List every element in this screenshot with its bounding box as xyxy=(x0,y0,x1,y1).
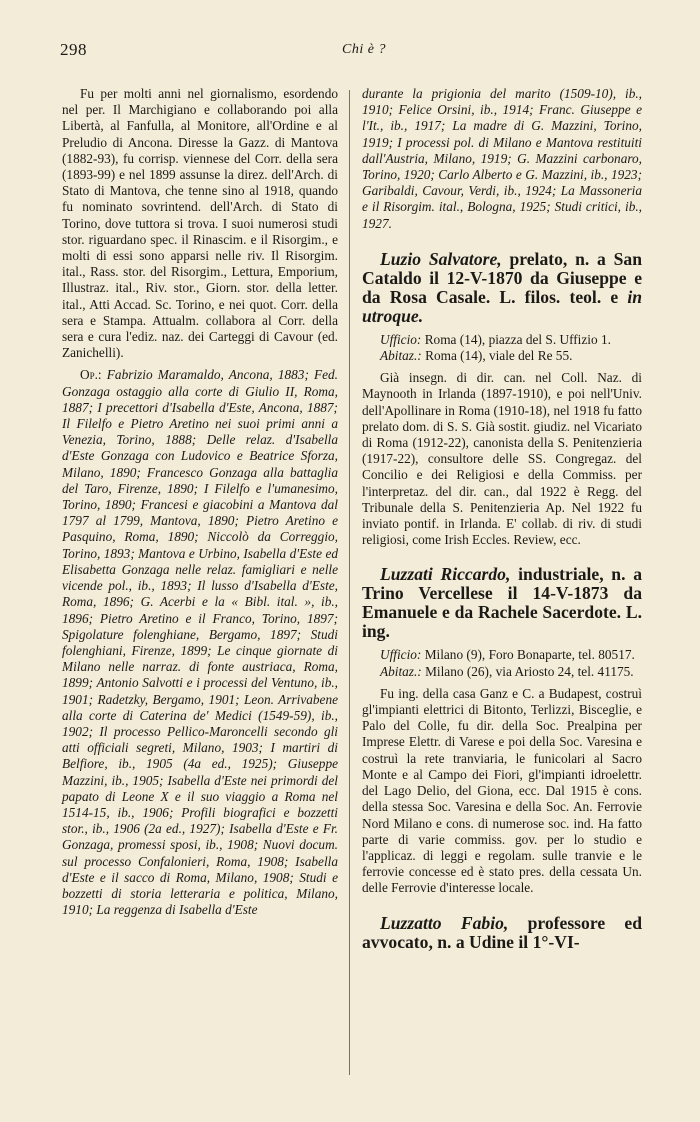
entry-addresses xyxy=(362,647,642,679)
left-column xyxy=(62,86,338,918)
entry-heading-rest: industriale, n. a Trino Vercellese il 14-V-1873 da Emanuele e da Rachele Sacerdote. L. ing. xyxy=(362,564,642,642)
home-line xyxy=(362,348,642,364)
entry-heading-rest: prelato, n. a San Cataldo il 12-V-1870 da Giuseppe e da Rosa Casale. L. filos. teol. e xyxy=(362,248,642,307)
office-text: Roma (14), piazza del S. Uffizio 1. xyxy=(424,331,611,347)
office-text: Milano (9), Foro Bonaparte, tel. 80517. xyxy=(424,647,635,663)
office-label: Ufficio: xyxy=(380,331,422,347)
office-line xyxy=(362,647,642,663)
bio-paragraph: Fu per molti anni nel giornalismo, esordendo nel per. Il Marchigiano e collaborando poi alla Libertà, al Fanfulla, al Monitore, all'Ordine e al Preludio di Ancona. Diresse la Gazz. di Mantova (1882-93), fu corrisp. viennese del Corr. della sera (1893-99) e nel 1899 assunse la direz. dell'Arch. di Stato di Mantova, che tenne sino al 1918, quando fu nominato sovrintend. dell'Arch. di Stato di Torino, dove tuttora si trova. I suoi numerosi studi stor. riguardano spec. il Rinascim. e il Risorgim., e molti di essi sono apparsi nelle riv. Il Risorgim. ital., Rass. stor. del Risorgim., Lettura, Emporium, Illustraz. ital., Riv. stor., Giorn. stor. della letter. ital., Atti Accad. Sc. Torino, e nei quot. Corr. della sera e Stampa. Attualm. collabora al Corr. della sera e cura l'ediz. naz. dei Carteggi di Cavour (ed. Zanichelli). xyxy=(62,86,338,361)
home-label: Abitaz.: xyxy=(380,663,422,679)
works-paragraph xyxy=(62,367,338,918)
office-label: Ufficio: xyxy=(380,647,422,663)
entry-luzio xyxy=(362,250,642,549)
entry-body: Già insegn. di dir. can. nel Coll. Naz. di Maynooth in Irlanda (1897-1910), e poi nell'Univ. dell'Apollinare in Roma (1910-18), nel 1918 fu fatto prelato dom. di S. S. Già sostit. giudiz. nel Vicariato di Roma (1912-22), canonista della S. Penitenzieria (1917-22), consultore delle SS. Congregaz. del Concilio e dei Religiosi e della Commiss. per l'interpretaz. del dir. can., dal 1922 è Regg. del Tribunale della S. Penitenzieria Ap. Nel 1922 fu inviato pontif. in Irlanda. E' collab. di riv. di studi religiosi, come Irish Eccles. Review, ecc. xyxy=(362,370,642,548)
entry-body: Fu ing. della casa Ganz e C. a Budapest, costruì gl'impianti elettrici di Bitonto, Terlizzi, Bisceglie, e Palo del Colle, fu dir. della Soc. Prealpina per Imprese Elettr. di Varese e poi della Soc. Varesina e costruì la rete tranviaria, le funicolari al Sacro Monte e al Campo dei Fiori, gl'impianti idroelettr. del Lago Delio, del Giona, ecc. Dal 1915 è cons. della stessa Soc. Varesina e della Soc. An. Ferrovie Nord Milano e cons. di numerose soc. ind. Ha fatto parte di varie commiss. gov. per lo studio e l'applicaz. di leggi e regolam. sulle tranvie e le ferrovie concesse ed è stato pres. della cessata Un. delle Ferrovie d'interesse locale. xyxy=(362,685,642,896)
entry-heading-rest: professore ed avvocato, n. a Udine il 1°-VI- xyxy=(362,912,643,952)
running-title: Chi è ? xyxy=(342,42,386,57)
continuation-text: durante la prigionia del marito (1509-10), ib., 1910; Felice Orsini, ib., 1914; Franc. Giuseppe e l'It., ib., 1917; La madre di G. Mazzini, Torino, 1919; I processi pol. di Milano e Mantova restituiti dall'Austria, Milano, 1919; G. Mazzini carbonaro, Torino, 1920; Carlo Alberto e G. Mazzini, ib., 1923; Garibaldi, Cavour, Verdi, ib., 1924; La Massoneria e il Risorgim. ital., Bologna, 1925; Studi critici, ib., 1927. xyxy=(362,86,642,231)
home-line xyxy=(362,664,642,680)
entry-heading-tail: in utroque. xyxy=(362,286,642,326)
entry-addresses xyxy=(362,332,642,364)
entry-name: Luzzati Riccardo, xyxy=(380,564,511,585)
home-label: Abitaz.: xyxy=(380,348,422,364)
entry-luzzatto xyxy=(362,914,642,952)
entry-luzzati xyxy=(362,565,642,896)
works-label: Op.: xyxy=(80,367,102,383)
entry-heading xyxy=(362,250,642,326)
home-text: Roma (14), viale del Re 55. xyxy=(425,348,573,364)
continuation-paragraph xyxy=(362,86,642,232)
right-column xyxy=(362,86,642,952)
entry-heading xyxy=(362,914,642,952)
column-divider xyxy=(349,90,350,1075)
entry-heading xyxy=(362,565,642,641)
office-line xyxy=(362,332,642,348)
entry-name: Luzio Salvatore, xyxy=(380,248,502,269)
page-number: 298 xyxy=(60,40,87,59)
entry-name: Luzzatto Fabio, xyxy=(380,912,509,933)
page-header xyxy=(60,40,668,64)
home-text: Milano (26), via Ariosto 24, tel. 41175. xyxy=(425,663,634,679)
works-list: Fabrizio Maramaldo, Ancona, 1883; Fed. Gonzaga ostaggio alla corte di Giulio II, Roma, 1887; I precettori d'Isabella d'Este, Ancona, 1887; Il Filelfo e Pietro Aretino nei suoi primi anni a Venezia, Torino, 1888; Delle relaz. d'Isabella d'Este Gonzaga con Ludovico e Beatrice Sforza, Milano, 1890; Francesco Gonzaga alla battaglia del Taro, Firenze, 1890; I Filelfo e l'umanesimo, Torino, 1890; Francesi e giacobini a Mantova dal 1797 al 1799, Mantova, 1890; Pietro Aretino e Pasquino, Roma, 1890; Niccolò da Correggio, Torino, 1893; Mantova e Urbino, Isabella d'Este ed Elisabetta Gonzaga nelle relaz. famigliari e nelle vicende pol., ib., 1893; Il lusso d'Isabella d'Este, Roma, 1896; G. Acerbi e la « Bibl. ital. », ib., 1896; Pietro Aretino e il Franco, Torino, 1897; Spigolature folenghiane, Bergamo, 1897; Studi folenghiani, Firenze, 1899; Le cinque giornate di Milano nelle narraz. di fonte austriaca, Roma, 1899; Antonio Salvotti e i processi del Ventuno, ib., 1901; Radetzky, Bergamo, 1901; Leon. Arrivabene alla corte di Caterina de' Medici (1549-59), ib., 1902; Il processo Pellico-Maroncelli secondo gli atti officiali segreti, Milano, 1903; I martiri di Belfiore, ib., 1905 (4a ed., 1925); Giuseppe Mazzini, ib., 1905; Isabella d'Este nei primordi del papato di Leone X e il suo viaggio a Roma nel 1514-15, ib., 1906; Profili biografici e bozzetti stor., ib., 1906 (2a ed., 1927); Isabella d'Este e Fr. Gonzaga, promessi sposi, ib., 1908; Nuovi docum. sul processo Confalonieri, Roma, 1908; Isabella d'Este e il sacco di Roma, Milano, 1908; Studi e bozzetti di storia letteraria e politica, Milano, 1910; La reggenza di Isabella d'Este xyxy=(62,367,339,918)
